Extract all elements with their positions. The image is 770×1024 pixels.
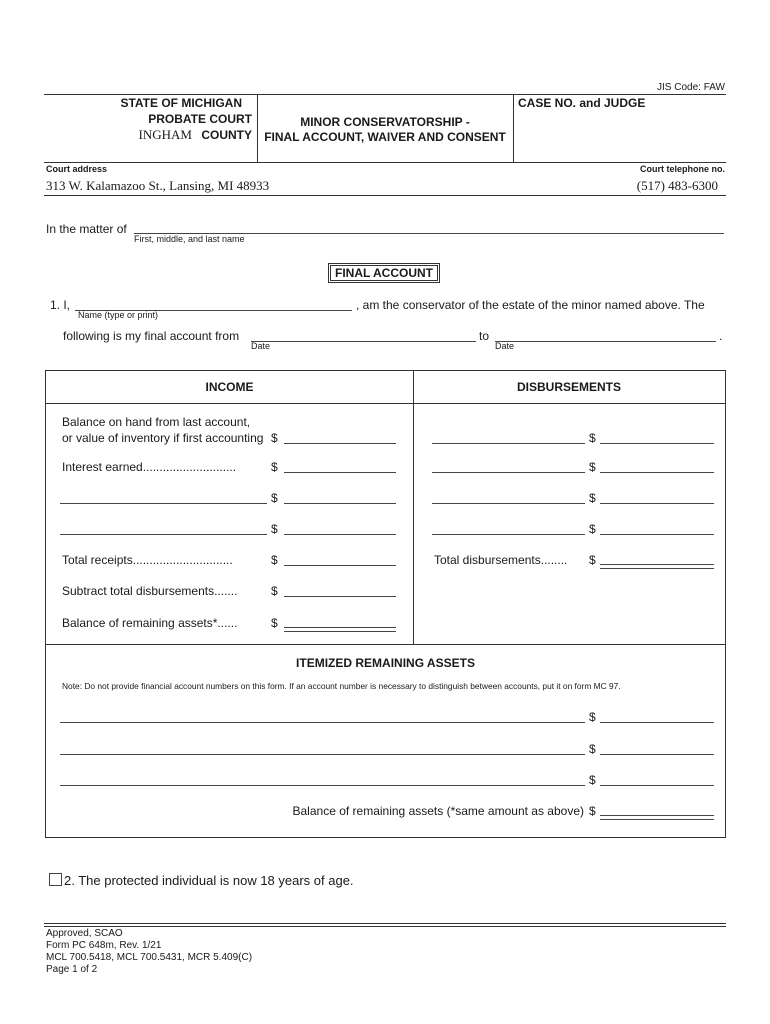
income-amount-field[interactable] [284, 503, 396, 504]
currency-sign: $ [271, 584, 278, 598]
item1-line2-prefix: following is my final account from [63, 329, 240, 343]
footer-rule-2 [44, 926, 726, 927]
disbursement-amount-field[interactable] [600, 503, 714, 504]
asset-description-field[interactable] [60, 722, 585, 723]
disbursement-description-field[interactable] [432, 534, 585, 535]
balance-remaining-label: Balance of remaining assets*...... [62, 616, 238, 630]
footer-approved: Approved, SCAO [46, 928, 123, 939]
date-from-field[interactable] [251, 341, 476, 342]
subtract-disbursements-field[interactable] [284, 596, 396, 597]
county-line [139, 127, 252, 143]
court-name: PROBATE COURT [148, 112, 252, 126]
state-name: STATE OF MICHIGAN [120, 96, 242, 110]
table-header-rule [46, 403, 725, 404]
income-balance-field[interactable] [284, 443, 396, 444]
currency-sign: $ [589, 460, 596, 474]
currency-sign: $ [589, 553, 596, 567]
date-from-hint: Date [251, 341, 271, 351]
itemized-title: ITEMIZED REMAINING ASSETS [296, 656, 475, 670]
interest-amount-field[interactable] [284, 472, 396, 473]
age-checkbox[interactable] [49, 873, 62, 886]
item2-text: 2. The protected individual is now 18 years of age. [64, 873, 354, 888]
currency-sign: $ [589, 710, 596, 724]
footer-page-number: Page 1 of 2 [46, 964, 98, 975]
court-address-value: 313 W. Kalamazoo St., Lansing, MI 48933 [46, 178, 270, 193]
currency-sign: $ [271, 491, 278, 505]
county-label: COUNTY [201, 128, 252, 142]
case-number-label: CASE NO. and JUDGE [518, 96, 646, 110]
balance-label-line2: or value of inventory if first accounting [62, 431, 264, 445]
county-name: INGHAM [138, 127, 192, 142]
balance-remaining-field[interactable] [284, 627, 396, 632]
footer-form-number: Form PC 648m, Rev. 1/21 [46, 940, 162, 951]
matter-label: In the matter of [46, 222, 127, 236]
balance-label-line1: Balance on hand from last account, [62, 415, 251, 429]
total-disbursements-label: Total disbursements........ [434, 553, 568, 567]
table-center-divider [413, 371, 414, 644]
disbursement-description-field[interactable] [432, 443, 585, 444]
disbursement-amount-field[interactable] [600, 443, 714, 444]
address-rule [44, 195, 726, 196]
jis-code: JIS Code: FAW [657, 82, 725, 93]
section-title: FINAL ACCOUNT [328, 263, 440, 283]
currency-sign: $ [589, 522, 596, 536]
currency-sign: $ [589, 491, 596, 505]
disbursement-amount-field[interactable] [600, 534, 714, 535]
currency-sign: $ [589, 773, 596, 787]
item1-prefix: 1. I, [50, 298, 71, 312]
date-to-field[interactable] [495, 341, 716, 342]
form-title-line1: MINOR CONSERVATORSHIP - [300, 115, 470, 129]
itemized-balance-label: Balance of remaining assets (*same amount as above) [292, 804, 584, 818]
currency-sign: $ [589, 742, 596, 756]
disbursement-description-field[interactable] [432, 503, 585, 504]
form-title-line2: FINAL ACCOUNT, WAIVER AND CONSENT [264, 130, 506, 144]
header-bottom-rule [44, 162, 726, 163]
footer-rule-1 [44, 923, 726, 924]
minor-name-hint: First, middle, and last name [134, 234, 245, 244]
table-middle-rule [46, 644, 725, 645]
currency-sign: $ [271, 431, 278, 445]
asset-description-field[interactable] [60, 754, 585, 755]
income-amount-field[interactable] [284, 534, 396, 535]
income-description-field[interactable] [60, 503, 267, 504]
currency-sign: $ [271, 522, 278, 536]
item1-to: to [479, 329, 490, 343]
header-top-rule [44, 94, 726, 95]
item1-period: . [719, 329, 723, 343]
case-number-field[interactable] [514, 108, 726, 161]
conservator-name-hint: Name (type or print) [78, 310, 159, 320]
disbursements-header: DISBURSEMENTS [516, 380, 621, 394]
interest-label: Interest earned............................ [62, 460, 237, 474]
total-receipts-field[interactable] [284, 565, 396, 566]
total-disbursements-field[interactable] [600, 564, 714, 569]
asset-amount-field[interactable] [600, 785, 714, 786]
income-description-field[interactable] [60, 534, 267, 535]
asset-description-field[interactable] [60, 785, 585, 786]
currency-sign: $ [589, 431, 596, 445]
asset-amount-field[interactable] [600, 722, 714, 723]
court-phone-value: (517) 483-6300 [636, 178, 718, 193]
item1-suffix: , am the conservator of the estate of the minor named above. The [356, 298, 705, 312]
currency-sign: $ [271, 460, 278, 474]
disbursement-description-field[interactable] [432, 472, 585, 473]
court-address-label: Court address [46, 164, 108, 174]
currency-sign: $ [589, 804, 596, 818]
date-to-hint: Date [495, 341, 515, 351]
asset-amount-field[interactable] [600, 754, 714, 755]
footer-citations: MCL 700.5418, MCL 700.5431, MCR 5.409(C) [46, 952, 253, 963]
subtract-disbursements-label: Subtract total disbursements....... [62, 584, 238, 598]
court-phone-label: Court telephone no. [640, 164, 725, 174]
income-header: INCOME [205, 380, 254, 394]
disbursement-amount-field[interactable] [600, 472, 714, 473]
currency-sign: $ [271, 616, 278, 630]
currency-sign: $ [271, 553, 278, 567]
itemized-note: Note: Do not provide financial account numbers on this form. If an account number is necessary to distinguish between accounts, put it on form MC 97. [62, 681, 621, 691]
itemized-balance-field[interactable] [600, 815, 714, 820]
total-receipts-label: Total receipts.............................. [62, 553, 233, 567]
